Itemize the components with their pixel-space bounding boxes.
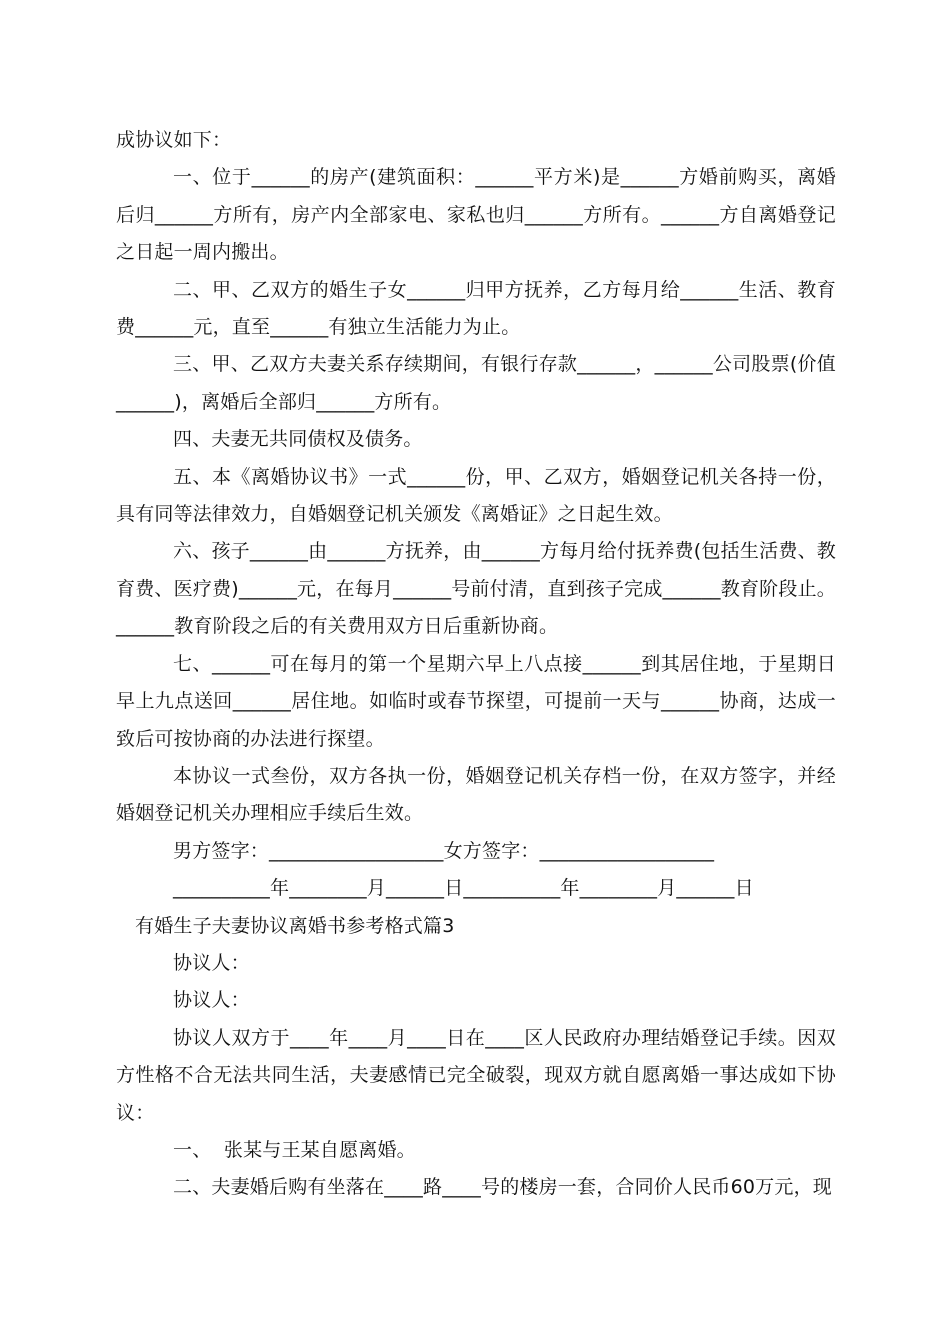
clause-2: 二、甲、乙双方的婚生子女______归甲方抚养，乙方每月给______生活、教育费______元，直至______有独立生活能力为止。 — [116, 278, 836, 339]
party-line-1: 协议人： — [173, 951, 250, 974]
section-heading: 有婚生子夫妻协议离婚书参考格式篇3 — [135, 914, 455, 937]
clause-5: 五、本《离婚协议书》一式______份，甲、乙双方，婚姻登记机关各持一份，具有同等法律效力，自婚姻登记机关颁发《离婚证》之日起生效。 — [116, 465, 836, 526]
document-page — [116, 122, 836, 1207]
signature-line: 男方签字：__________________女方签字：__________________ — [173, 839, 715, 862]
clause-4: 四、夫妻无共同债权及债务。 — [173, 428, 423, 451]
closing-statement: 本协议一式叁份，双方各执一份，婚姻登记机关存档一份，在双方签字，并经婚姻登记机关办理相应手续后生效。 — [116, 764, 836, 825]
clause-1: 一、位于______的房产(建筑面积：______平方米)是______方婚前购买，离婚后归______方所有，房产内全部家电、家私也归______方所有。______方自离婚登记之日起一周内搬出。 — [116, 166, 836, 264]
clause-b1: 一、 张某与王某自愿离婚。 — [173, 1138, 416, 1161]
clause-7: 七、______可在每月的第一个星期六早上八点接______到其居住地，于星期日早上九点送回______居住地。如临时或春节探望，可提前一天与______协商，达成一致后可按协商的办法进行探望。 — [116, 652, 836, 750]
intro-line: 成协议如下： — [116, 129, 232, 151]
clause-b2: 二、夫妻婚后购有坐落在____路____号的楼房一套，合同价人民币60万元，现 — [173, 1176, 832, 1199]
date-line: __________年________月______日__________年________月______日 — [173, 877, 754, 900]
clause-3: 三、甲、乙双方夫妻关系存续期间，有银行存款______，______公司股票(价值______)，离婚后全部归______方所有。 — [116, 353, 836, 413]
preamble: 协议人双方于____年____月____日在____区人民政府办理结婚登记手续。因双方性格不合无法共同生活，夫妻感情已完全破裂，现双方就自愿离婚一事达成如下协议： — [116, 1026, 836, 1124]
clause-6: 六、孩子______由______方抚养，由______方每月给付抚养费(包括生活费、教育费、医疗费)______元，在每月______号前付清，直到孩子完成______教育阶段止。______教育阶段之后的有关费用双方日后重新协商。 — [116, 540, 836, 638]
party-line-2: 协议人： — [173, 989, 250, 1012]
